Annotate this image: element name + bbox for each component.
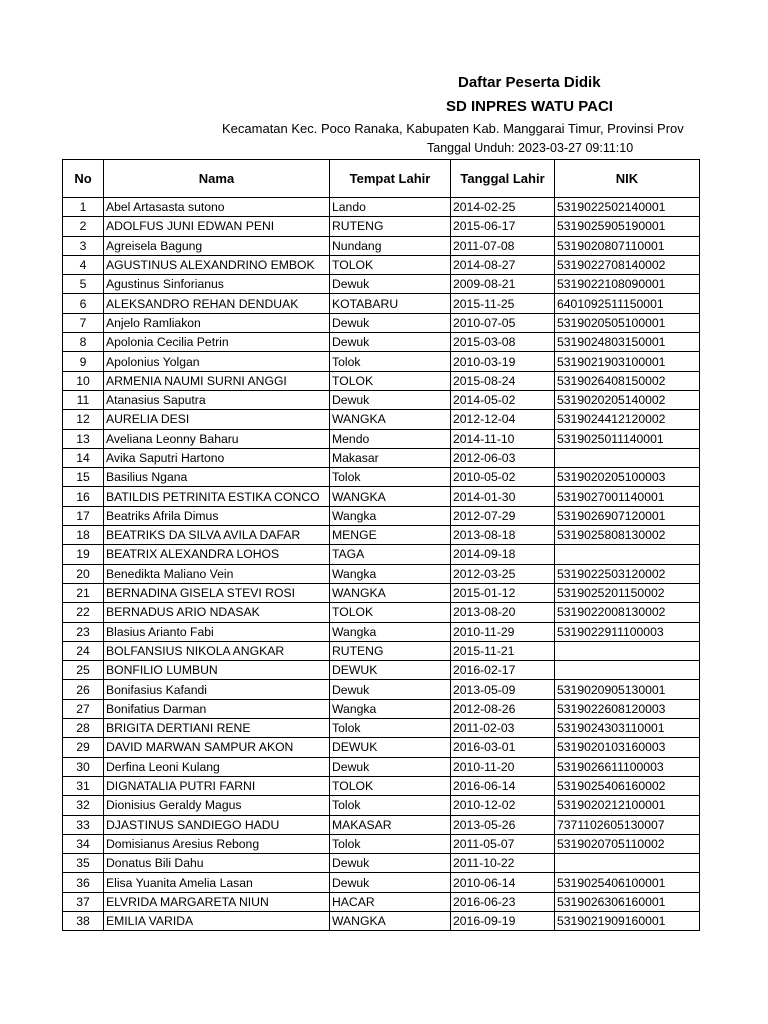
cell-nik: 5319022608120003 — [555, 699, 700, 718]
cell-tempat-lahir: Dewuk — [330, 873, 451, 892]
cell-nik: 5319026306160001 — [555, 892, 700, 911]
header-tempat-lahir: Tempat Lahir — [330, 160, 451, 198]
cell-tanggal-lahir: 2014-02-25 — [451, 198, 555, 217]
cell-tanggal-lahir: 2014-09-18 — [451, 545, 555, 564]
cell-tempat-lahir: Tolok — [330, 352, 451, 371]
cell-nama: ALEKSANDRO REHAN DENDUAK — [104, 294, 330, 313]
table-row — [63, 738, 700, 757]
cell-nik: 5319022008130002 — [555, 603, 700, 622]
cell-no: 19 — [63, 545, 104, 564]
table-row — [63, 834, 700, 853]
cell-tempat-lahir: Lando — [330, 198, 451, 217]
cell-tanggal-lahir: 2013-08-20 — [451, 603, 555, 622]
cell-nama: Atanasius Saputra — [104, 390, 330, 409]
cell-nama: Domisianus Aresius Rebong — [104, 834, 330, 853]
cell-nik: 5319025808130002 — [555, 526, 700, 545]
table-row — [63, 198, 700, 217]
cell-nama: DIGNATALIA PUTRI FARNI — [104, 776, 330, 795]
cell-no: 22 — [63, 603, 104, 622]
cell-no: 31 — [63, 776, 104, 795]
table-row — [63, 236, 700, 255]
cell-tanggal-lahir: 2011-05-07 — [451, 834, 555, 853]
cell-tanggal-lahir: 2014-05-02 — [451, 390, 555, 409]
cell-tempat-lahir: DEWUK — [330, 661, 451, 680]
table-row — [63, 545, 700, 564]
location-line: Kecamatan Kec. Poco Ranaka, Kabupaten Kab. Manggarai Timur, Provinsi Prov — [222, 121, 684, 136]
cell-tempat-lahir: WANGKA — [330, 487, 451, 506]
cell-tanggal-lahir: 2010-11-20 — [451, 757, 555, 776]
cell-tempat-lahir: Wangka — [330, 564, 451, 583]
cell-nik: 5319025201150002 — [555, 583, 700, 602]
cell-nik: 5319020103160003 — [555, 738, 700, 757]
cell-tanggal-lahir: 2010-05-02 — [451, 468, 555, 487]
cell-nama: AGUSTINUS ALEXANDRINO EMBOK — [104, 255, 330, 274]
cell-nama: ARMENIA NAUMI SURNI ANGGI — [104, 371, 330, 390]
cell-no: 37 — [63, 892, 104, 911]
cell-nik — [555, 854, 700, 873]
cell-tanggal-lahir: 2013-05-09 — [451, 680, 555, 699]
cell-tempat-lahir: TOLOK — [330, 603, 451, 622]
table-row — [63, 468, 700, 487]
cell-nik: 5319020905130001 — [555, 680, 700, 699]
cell-tempat-lahir: Nundang — [330, 236, 451, 255]
cell-no: 18 — [63, 526, 104, 545]
cell-no: 21 — [63, 583, 104, 602]
cell-tempat-lahir: KOTABARU — [330, 294, 451, 313]
cell-tanggal-lahir: 2015-08-24 — [451, 371, 555, 390]
cell-tanggal-lahir: 2015-11-25 — [451, 294, 555, 313]
cell-nik: 5319021903100001 — [555, 352, 700, 371]
cell-tanggal-lahir: 2012-06-03 — [451, 448, 555, 467]
cell-nik — [555, 641, 700, 660]
cell-nik: 5319022503120002 — [555, 564, 700, 583]
cell-tanggal-lahir: 2010-12-02 — [451, 796, 555, 815]
cell-nik: 5319020807110001 — [555, 236, 700, 255]
cell-nama: BEATRIKS DA SILVA AVILA DAFAR — [104, 526, 330, 545]
cell-tanggal-lahir: 2011-07-08 — [451, 236, 555, 255]
cell-tempat-lahir: Tolok — [330, 834, 451, 853]
header-tanggal-lahir: Tanggal Lahir — [451, 160, 555, 198]
cell-no: 33 — [63, 815, 104, 834]
cell-nik: 5319022708140002 — [555, 255, 700, 274]
cell-tempat-lahir: RUTENG — [330, 641, 451, 660]
cell-nik: 5319020205140002 — [555, 390, 700, 409]
download-date: Tanggal Unduh: 2023-03-27 09:11:10 — [427, 141, 634, 155]
cell-no: 27 — [63, 699, 104, 718]
cell-nama: Apolonius Yolgan — [104, 352, 330, 371]
cell-no: 35 — [63, 854, 104, 873]
cell-nama: Derfina Leoni Kulang — [104, 757, 330, 776]
cell-no: 7 — [63, 313, 104, 332]
cell-tempat-lahir: Dewuk — [330, 854, 451, 873]
cell-tempat-lahir: HACAR — [330, 892, 451, 911]
cell-no: 10 — [63, 371, 104, 390]
table-row — [63, 352, 700, 371]
cell-tanggal-lahir: 2013-05-26 — [451, 815, 555, 834]
cell-no: 34 — [63, 834, 104, 853]
cell-no: 32 — [63, 796, 104, 815]
cell-nik: 5319025406160002 — [555, 776, 700, 795]
cell-tempat-lahir: MAKASAR — [330, 815, 451, 834]
cell-tempat-lahir: Wangka — [330, 506, 451, 525]
cell-nama: BERNADINA GISELA STEVI ROSI — [104, 583, 330, 602]
table-row — [63, 815, 700, 834]
cell-no: 23 — [63, 622, 104, 641]
cell-nama: BATILDIS PETRINITA ESTIKA CONCO — [104, 487, 330, 506]
table-row — [63, 603, 700, 622]
cell-tempat-lahir: WANGKA — [330, 911, 451, 930]
cell-no: 2 — [63, 217, 104, 236]
cell-tempat-lahir: Dewuk — [330, 313, 451, 332]
table-row — [63, 526, 700, 545]
cell-tanggal-lahir: 2015-01-12 — [451, 583, 555, 602]
cell-nama: Anjelo Ramliakon — [104, 313, 330, 332]
cell-nama: DJASTINUS SANDIEGO HADU — [104, 815, 330, 834]
cell-tempat-lahir: Wangka — [330, 699, 451, 718]
table-row — [63, 294, 700, 313]
table-row — [63, 911, 700, 930]
cell-tanggal-lahir: 2012-12-04 — [451, 410, 555, 429]
cell-tempat-lahir: Dewuk — [330, 333, 451, 352]
table-row — [63, 564, 700, 583]
cell-tanggal-lahir: 2010-03-19 — [451, 352, 555, 371]
table-header-row — [63, 160, 700, 198]
cell-nama: DAVID MARWAN SAMPUR AKON — [104, 738, 330, 757]
cell-tempat-lahir: WANGKA — [330, 410, 451, 429]
cell-tempat-lahir: TAGA — [330, 545, 451, 564]
cell-nama: Aveliana Leonny Baharu — [104, 429, 330, 448]
cell-tanggal-lahir: 2016-02-17 — [451, 661, 555, 680]
cell-no: 36 — [63, 873, 104, 892]
cell-nama: EMILIA VARIDA — [104, 911, 330, 930]
cell-nik: 5319024303110001 — [555, 719, 700, 738]
table-row — [63, 410, 700, 429]
cell-nik: 5319020505100001 — [555, 313, 700, 332]
cell-nama: BOLFANSIUS NIKOLA ANGKAR — [104, 641, 330, 660]
cell-no: 11 — [63, 390, 104, 409]
table-row — [63, 255, 700, 274]
cell-nama: Blasius Arianto Fabi — [104, 622, 330, 641]
cell-tanggal-lahir: 2015-11-21 — [451, 641, 555, 660]
cell-tanggal-lahir: 2014-01-30 — [451, 487, 555, 506]
cell-tanggal-lahir: 2009-08-21 — [451, 275, 555, 294]
cell-tempat-lahir: Tolok — [330, 468, 451, 487]
cell-tempat-lahir: TOLOK — [330, 255, 451, 274]
table-row — [63, 661, 700, 680]
cell-nik: 5319026408150002 — [555, 371, 700, 390]
cell-nama: Bonifasius Kafandi — [104, 680, 330, 699]
cell-nik: 5319022502140001 — [555, 198, 700, 217]
cell-tempat-lahir: Dewuk — [330, 757, 451, 776]
header-no: No — [63, 160, 104, 198]
cell-no: 25 — [63, 661, 104, 680]
cell-tanggal-lahir: 2012-03-25 — [451, 564, 555, 583]
cell-nik: 5319022108090001 — [555, 275, 700, 294]
cell-nik: 5319024412120002 — [555, 410, 700, 429]
cell-tanggal-lahir: 2010-07-05 — [451, 313, 555, 332]
cell-tanggal-lahir: 2016-09-19 — [451, 911, 555, 930]
cell-tempat-lahir: MENGE — [330, 526, 451, 545]
cell-tanggal-lahir: 2016-06-14 — [451, 776, 555, 795]
cell-nama: Basilius Ngana — [104, 468, 330, 487]
cell-nama: ELVRIDA MARGARETA NIUN — [104, 892, 330, 911]
table-row — [63, 641, 700, 660]
cell-no: 26 — [63, 680, 104, 699]
cell-nik: 5319021909160001 — [555, 911, 700, 930]
cell-nama: Beatriks Afrila Dimus — [104, 506, 330, 525]
cell-nama: Elisa Yuanita Amelia Lasan — [104, 873, 330, 892]
cell-nik: 5319020212100001 — [555, 796, 700, 815]
table-row — [63, 622, 700, 641]
cell-tempat-lahir: DEWUK — [330, 738, 451, 757]
table-row — [63, 371, 700, 390]
cell-tanggal-lahir: 2011-02-03 — [451, 719, 555, 738]
cell-nama: BERNADUS ARIO NDASAK — [104, 603, 330, 622]
cell-nik: 5319027001140001 — [555, 487, 700, 506]
cell-tanggal-lahir: 2015-03-08 — [451, 333, 555, 352]
cell-nama: Apolonia Cecilia Petrin — [104, 333, 330, 352]
cell-nik: 7371102605130007 — [555, 815, 700, 834]
cell-no: 5 — [63, 275, 104, 294]
cell-nama: BONFILIO LUMBUN — [104, 661, 330, 680]
cell-no: 13 — [63, 429, 104, 448]
table-row — [63, 873, 700, 892]
table-row — [63, 583, 700, 602]
cell-no: 4 — [63, 255, 104, 274]
student-table — [62, 159, 700, 931]
cell-no: 28 — [63, 719, 104, 738]
cell-nama: Agreisela Bagung — [104, 236, 330, 255]
cell-nik: 6401092511150001 — [555, 294, 700, 313]
cell-tempat-lahir: Tolok — [330, 796, 451, 815]
cell-nama: ADOLFUS JUNI EDWAN PENI — [104, 217, 330, 236]
cell-tempat-lahir: TOLOK — [330, 776, 451, 795]
cell-nama: Bonifatius Darman — [104, 699, 330, 718]
cell-tanggal-lahir: 2015-06-17 — [451, 217, 555, 236]
cell-tempat-lahir: Tolok — [330, 719, 451, 738]
cell-tempat-lahir: Wangka — [330, 622, 451, 641]
cell-no: 17 — [63, 506, 104, 525]
cell-nik — [555, 661, 700, 680]
cell-tempat-lahir: RUTENG — [330, 217, 451, 236]
cell-tempat-lahir: Dewuk — [330, 275, 451, 294]
cell-no: 14 — [63, 448, 104, 467]
cell-tanggal-lahir: 2016-03-01 — [451, 738, 555, 757]
table-row — [63, 429, 700, 448]
cell-nama: Donatus Bili Dahu — [104, 854, 330, 873]
document-title: Daftar Peserta Didik — [458, 74, 601, 91]
cell-tanggal-lahir: 2010-06-14 — [451, 873, 555, 892]
cell-nik: 5319025011140001 — [555, 429, 700, 448]
cell-tanggal-lahir: 2014-08-27 — [451, 255, 555, 274]
table-row — [63, 313, 700, 332]
table-row — [63, 217, 700, 236]
cell-no: 8 — [63, 333, 104, 352]
cell-no: 29 — [63, 738, 104, 757]
cell-nama: BRIGITA DERTIANI RENE — [104, 719, 330, 738]
cell-tanggal-lahir: 2016-06-23 — [451, 892, 555, 911]
cell-nama: Abel Artasasta sutono — [104, 198, 330, 217]
cell-no: 24 — [63, 641, 104, 660]
table-row — [63, 796, 700, 815]
cell-tanggal-lahir: 2012-08-26 — [451, 699, 555, 718]
cell-no: 16 — [63, 487, 104, 506]
cell-tempat-lahir: Mendo — [330, 429, 451, 448]
cell-no: 9 — [63, 352, 104, 371]
cell-no: 1 — [63, 198, 104, 217]
cell-no: 30 — [63, 757, 104, 776]
header-nama: Nama — [104, 160, 330, 198]
cell-nik: 5319026907120001 — [555, 506, 700, 525]
table-row — [63, 699, 700, 718]
table-row — [63, 776, 700, 795]
cell-tanggal-lahir: 2014-11-10 — [451, 429, 555, 448]
cell-no: 38 — [63, 911, 104, 930]
table-row — [63, 487, 700, 506]
cell-nik: 5319025406100001 — [555, 873, 700, 892]
cell-tempat-lahir: Dewuk — [330, 390, 451, 409]
cell-nik — [555, 545, 700, 564]
table-row — [63, 390, 700, 409]
cell-nama: Dionisius Geraldy Magus — [104, 796, 330, 815]
cell-nik — [555, 448, 700, 467]
cell-nik: 5319024803150001 — [555, 333, 700, 352]
cell-no: 12 — [63, 410, 104, 429]
cell-tempat-lahir: WANGKA — [330, 583, 451, 602]
cell-nama: Agustinus Sinforianus — [104, 275, 330, 294]
cell-nama: Avika Saputri Hartono — [104, 448, 330, 467]
cell-tanggal-lahir: 2011-10-22 — [451, 854, 555, 873]
table-row — [63, 680, 700, 699]
table-row — [63, 757, 700, 776]
school-name: SD INPRES WATU PACI — [446, 98, 613, 115]
table-row — [63, 275, 700, 294]
header-nik: NIK — [555, 160, 700, 198]
table-body — [63, 198, 700, 931]
cell-tempat-lahir: Dewuk — [330, 680, 451, 699]
table-row — [63, 506, 700, 525]
cell-nik: 5319020705110002 — [555, 834, 700, 853]
cell-tanggal-lahir: 2012-07-29 — [451, 506, 555, 525]
cell-no: 6 — [63, 294, 104, 313]
cell-nik: 5319026611100003 — [555, 757, 700, 776]
cell-tempat-lahir: Makasar — [330, 448, 451, 467]
cell-nama: Benedikta Maliano Vein — [104, 564, 330, 583]
cell-nik: 5319020205100003 — [555, 468, 700, 487]
table-row — [63, 333, 700, 352]
cell-tanggal-lahir: 2010-11-29 — [451, 622, 555, 641]
cell-no: 20 — [63, 564, 104, 583]
cell-nama: AURELIA DESI — [104, 410, 330, 429]
table-row — [63, 719, 700, 738]
cell-nik: 5319025905190001 — [555, 217, 700, 236]
cell-nik: 5319022911100003 — [555, 622, 700, 641]
cell-tempat-lahir: TOLOK — [330, 371, 451, 390]
cell-no: 3 — [63, 236, 104, 255]
cell-no: 15 — [63, 468, 104, 487]
table-row — [63, 892, 700, 911]
cell-nama: BEATRIX ALEXANDRA LOHOS — [104, 545, 330, 564]
table-row — [63, 854, 700, 873]
table-row — [63, 448, 700, 467]
cell-tanggal-lahir: 2013-08-18 — [451, 526, 555, 545]
